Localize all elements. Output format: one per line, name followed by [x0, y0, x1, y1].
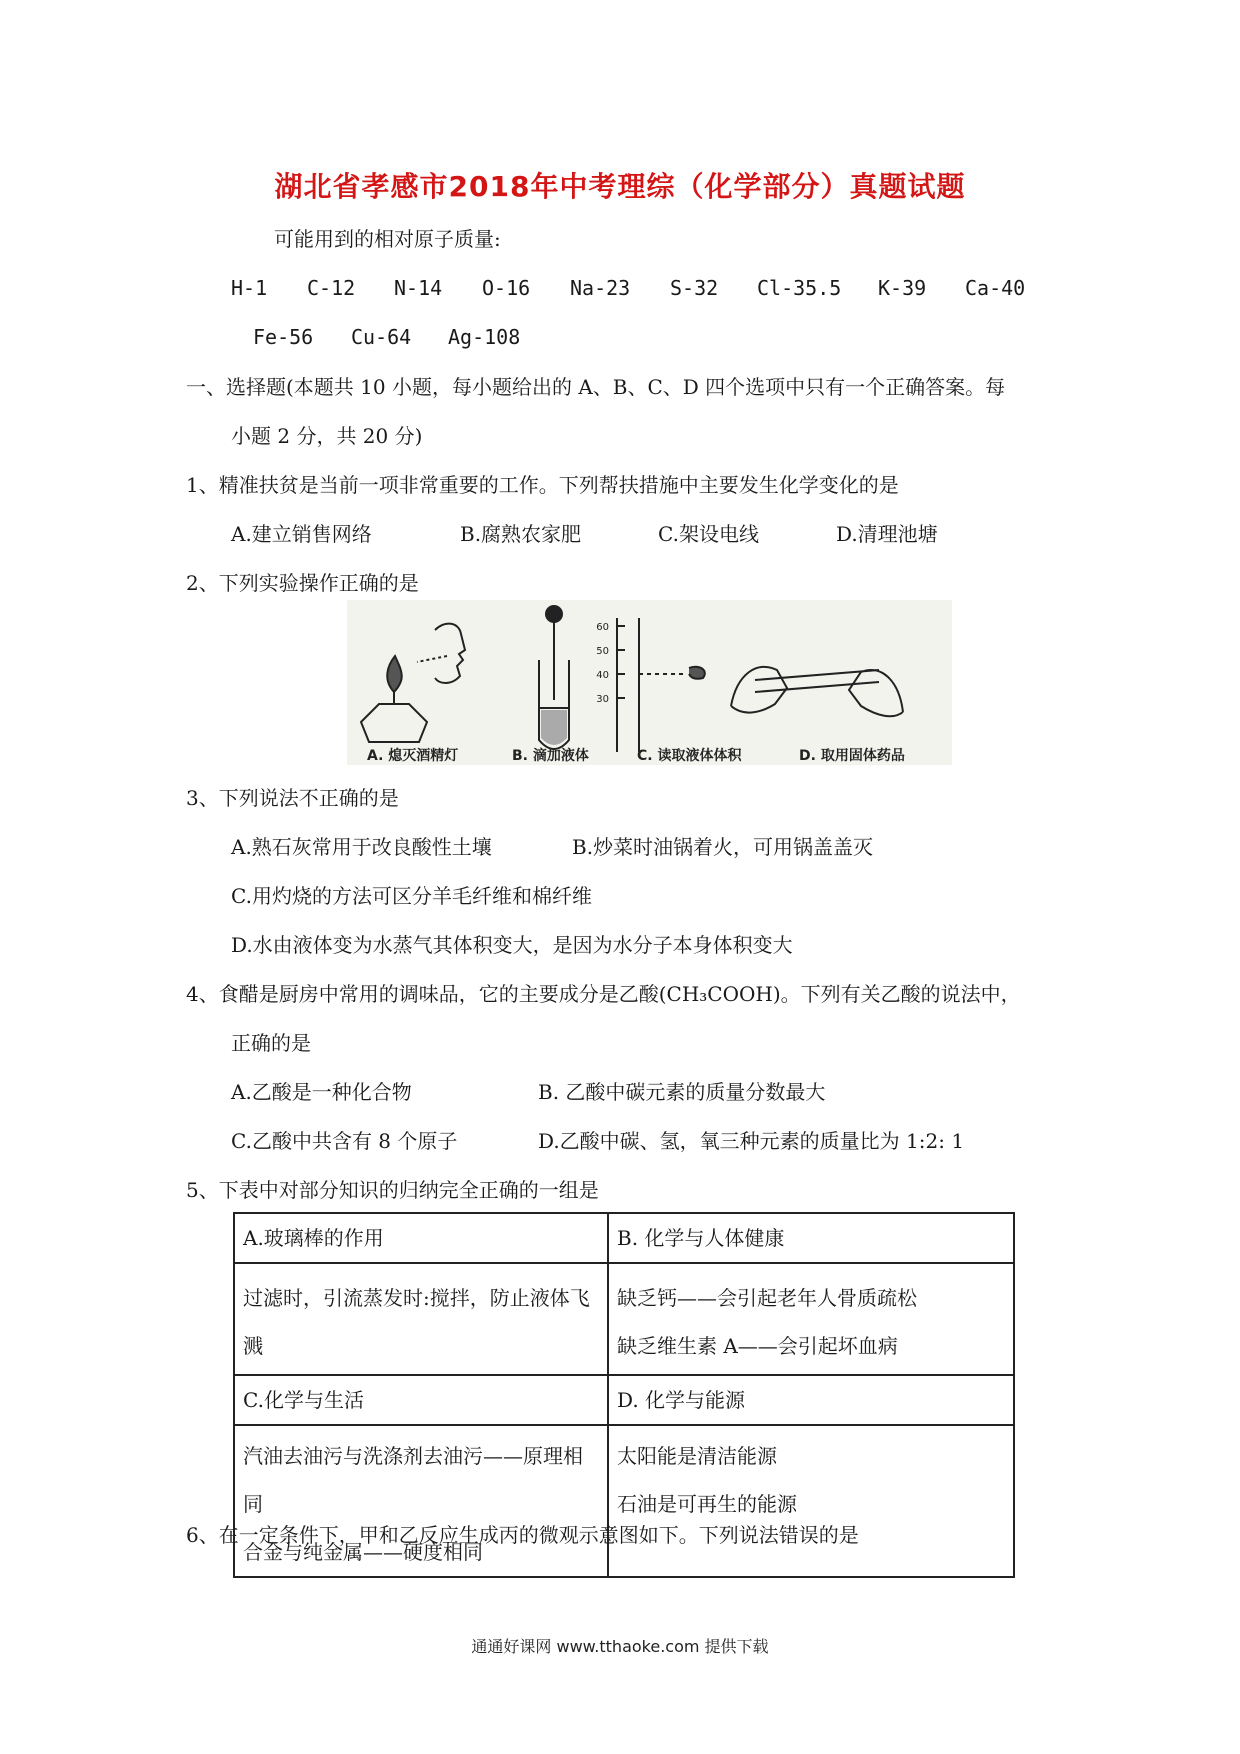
atomic-mass-item: O-16	[482, 276, 531, 300]
section-heading: 一、选择题(本题共 10 小题，每小题给出的 A、B、C、D 四个选项中只有一个正确答案。每	[186, 375, 1006, 399]
q3-option-d: D.水由液体变为水蒸气其体积变大，是因为水分子本身体积变大	[231, 933, 793, 957]
graduated-cylinder-drawing	[617, 618, 705, 752]
atomic-mass-item: N-14	[394, 276, 443, 300]
table-cell-d-header: D. 化学与能源	[608, 1375, 1014, 1425]
figure-label-a: A. 熄灭酒精灯	[367, 748, 459, 764]
section-heading-cont: 小题 2 分，共 20 分)	[231, 424, 423, 448]
table-line: 缺乏维生素 A——会引起坏血病	[617, 1334, 898, 1358]
table-line: 太阳能是清洁能源	[617, 1444, 777, 1468]
atomic-mass-item: S-32	[670, 276, 719, 300]
q1-option-a: A.建立销售网络	[231, 522, 372, 546]
scale-tick-label: 60	[596, 622, 609, 633]
figure-label-d: D. 取用固体药品	[799, 748, 905, 764]
q3-option-a: A.熟石灰常用于改良酸性土壤	[231, 835, 492, 859]
question-5-stem: 5、下表中对部分知识的归纳完全正确的一组是	[186, 1178, 599, 1202]
table-line: 合金与纯金属——硬度相同	[243, 1540, 483, 1564]
atomic-mass-item: C-12	[307, 276, 356, 300]
atomic-mass-item: Fe-56	[253, 325, 314, 349]
atomic-mass-item: Cl-35.5	[757, 276, 842, 300]
dropper-tube-drawing	[539, 606, 569, 749]
q1-option-b: B.腐熟农家肥	[460, 522, 582, 546]
scale-tick-label: 40	[596, 670, 609, 681]
table-cell-b-header: B. 化学与人体健康	[608, 1213, 1014, 1263]
scale-tick-label: 30	[596, 694, 609, 705]
hands-test-tube-drawing	[731, 667, 903, 716]
q4-option-c: C.乙酸中共含有 8 个原子	[231, 1129, 458, 1153]
q3-option-b: B.炒菜时油锅着火，可用锅盖盖灭	[572, 835, 874, 859]
table-cell-a-header: A.玻璃棒的作用	[234, 1213, 608, 1263]
table-line: 汽油去油污与洗涤剂去油污——原理相同	[243, 1444, 583, 1516]
question-4-stem-cont: 正确的是	[231, 1031, 311, 1055]
alcohol-lamp-drawing	[361, 624, 465, 742]
atomic-mass-item: Na-23	[570, 276, 631, 300]
atomic-mass-item: K-39	[878, 276, 927, 300]
table-line: 缺乏钙——会引起老年人骨质疏松	[617, 1286, 917, 1310]
table-cell-d-body	[608, 1425, 1014, 1577]
table-cell-c-body	[234, 1425, 608, 1577]
question-2-stem: 2、下列实验操作正确的是	[186, 571, 419, 595]
table-line: 过滤时，引流蒸发时:搅拌，防止液体飞溅	[243, 1286, 590, 1358]
page-footer: 通通好课网 www.tthaoke.com 提供下载	[471, 1637, 769, 1656]
question-1-stem: 1、精准扶贫是当前一项非常重要的工作。下列帮扶措施中主要发生化学变化的是	[186, 473, 899, 497]
table-cell-a-body	[234, 1263, 608, 1375]
q4-option-a: A.乙酸是一种化合物	[231, 1080, 412, 1104]
page-title: 湖北省孝感市2018年中考理综（化学部分）真题试题	[274, 170, 966, 203]
q4-option-b: B. 乙酸中碳元素的质量分数最大	[538, 1080, 826, 1104]
experiment-operations-figure	[347, 600, 952, 765]
q4-option-d: D.乙酸中碳、氢，氧三种元素的质量比为 1:2: 1	[538, 1129, 965, 1153]
atomic-mass-item: Ca-40	[965, 276, 1026, 300]
question-3-stem: 3、下列说法不正确的是	[186, 786, 399, 810]
q1-option-c: C.架设电线	[658, 522, 759, 546]
q3-option-c: C.用灼烧的方法可区分羊毛纤维和棉纤维	[231, 884, 592, 908]
atomic-mass-item: Cu-64	[351, 325, 412, 349]
figure-label-c: C. 读取液体体积	[637, 748, 742, 764]
atomic-mass-intro: 可能用到的相对原子质量:	[274, 227, 501, 251]
figure-label-b: B. 滴加液体	[512, 748, 589, 764]
q1-option-d: D.清理池塘	[836, 522, 938, 546]
atomic-mass-item: H-1	[231, 276, 268, 300]
table-line: 石油是可再生的能源	[617, 1492, 797, 1516]
table-cell-b-body	[608, 1263, 1014, 1375]
atomic-mass-item: Ag-108	[448, 325, 521, 349]
scale-tick-label: 50	[596, 646, 609, 657]
question-4-stem: 4、食醋是厨房中常用的调味品，它的主要成分是乙酸(CH₃COOH)。下列有关乙酸的说法中，	[186, 982, 1021, 1006]
table-cell-c-header: C.化学与生活	[234, 1375, 608, 1425]
question-6-stem: 6、在一定条件下，甲和乙反应生成丙的微观示意图如下。下列说法错误的是	[186, 1523, 859, 1547]
